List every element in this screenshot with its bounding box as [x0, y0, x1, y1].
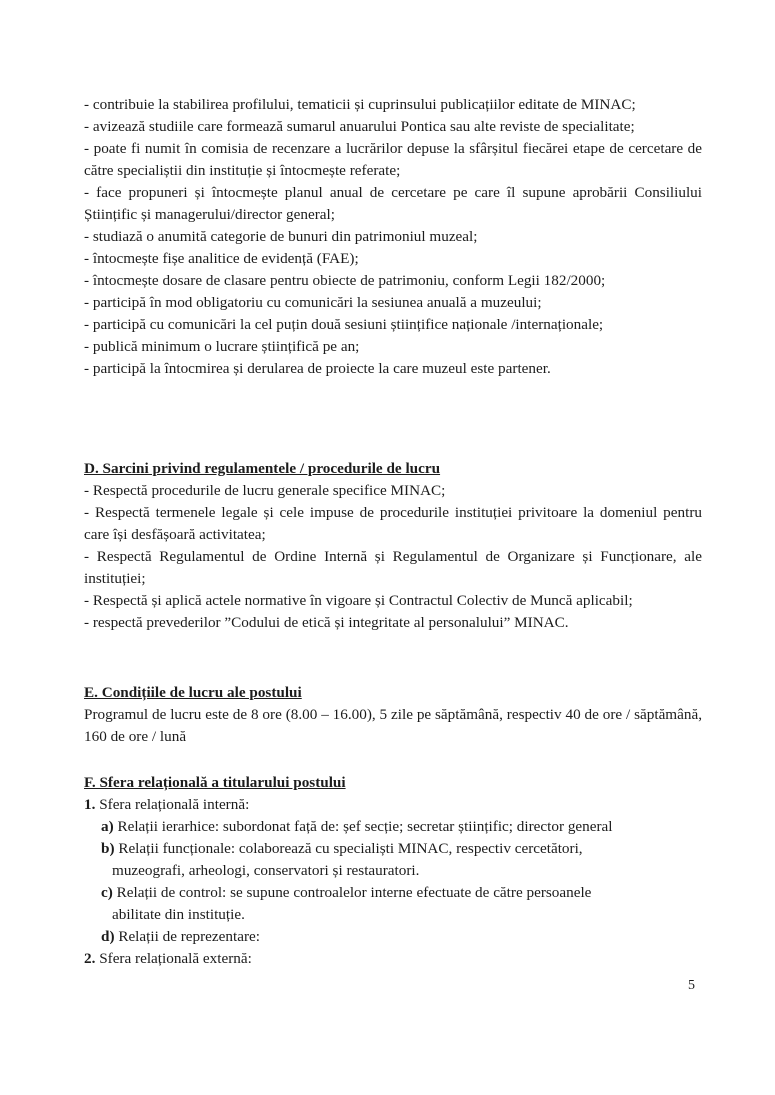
page-number: 5	[688, 978, 695, 993]
list-item: - contribuie la stabilirea profilului, tematicii și cuprinsului publicațiilor editate de MINAC;	[84, 96, 636, 113]
list-item: - Respectă Regulamentul de Ordine Internă și Regulamentul de Organizare și Funcționare, ale instituției;	[84, 548, 702, 587]
list-item: - participă cu comunicări la cel puțin două sesiuni științifice naționale /internaționale;	[84, 316, 604, 333]
section-heading: F. Sfera relațională a titularului postului	[84, 774, 346, 791]
list-item: - poate fi numit în comisia de recenzare a lucrărilor depuse la sfârșitul fiecărei etape de cercetare de către specialiștii din instituție și întocmește referate;	[84, 140, 702, 179]
section-heading: E. Condițiile de lucru ale postului	[84, 684, 302, 701]
section-f	[84, 772, 702, 970]
list-item: - avizează studiile care formează sumarul anuarului Pontica sau alte reviste de specialitate;	[84, 118, 635, 135]
list-item: - respectă prevederilor ”Codului de etică și integritate al personalului” MINAC.	[84, 614, 569, 631]
list-item: - studiază o anumită categorie de bunuri din patrimoniul muzeal;	[84, 228, 478, 245]
list-item: - Respectă procedurile de lucru generale specifice MINAC;	[84, 482, 446, 499]
list-item: - participă în mod obligatoriu cu comunicări la sesiunea anuală a muzeului;	[84, 294, 542, 311]
list-item: c) Relații de control: se supune controalelor interne efectuate de către persoanele	[101, 884, 592, 901]
list-item: - Respectă și aplică actele normative în vigoare și Contractul Colectiv de Muncă aplicabil;	[84, 592, 633, 609]
section-heading: D. Sarcini privind regulamentele / procedurile de lucru	[84, 460, 441, 477]
list-item-continuation: abilitate din instituție.	[112, 906, 245, 923]
list-item: - participă la întocmirea și derularea de proiecte la care muzeul este partener.	[84, 360, 551, 377]
list-item: d) Relații de reprezentare:	[101, 928, 260, 945]
list-item: - face propuneri și întocmește planul anual de cercetare pe care îl supune aprobării Consiliului Științific și managerului/director general;	[84, 184, 702, 223]
list-item: 1. Sfera relațională internă:	[84, 796, 250, 813]
list-item: - publică minimum o lucrare științifică pe an;	[84, 338, 360, 355]
list-item: - întocmește fișe analitice de evidență (FAE);	[84, 250, 359, 267]
list-item: b) Relații funcționale: colaborează cu specialiști MINAC, respectiv cercetători,	[101, 840, 583, 857]
list-item-continuation: muzeografi, arheologi, conservatori și restauratori.	[112, 862, 420, 879]
list-item: 2. Sfera relațională externă:	[84, 950, 252, 967]
section-c-list	[84, 94, 702, 380]
section-e	[84, 682, 702, 748]
list-item: - întocmește dosare de clasare pentru obiecte de patrimoniu, conform Legii 182/2000;	[84, 272, 606, 289]
list-item: a) Relații ierarhice: subordonat față de: șef secție; secretar științific; director general	[101, 818, 613, 835]
list-item: - Respectă termenele legale și cele impuse de procedurile instituției privitoare la domeniul pentru care își desfășoară activitatea;	[84, 504, 702, 543]
paragraph: Programul de lucru este de 8 ore (8.00 – 16.00), 5 zile pe săptămână, respectiv 40 de ore / săptămână, 160 de ore / lună	[84, 706, 702, 745]
section-d	[84, 458, 702, 634]
